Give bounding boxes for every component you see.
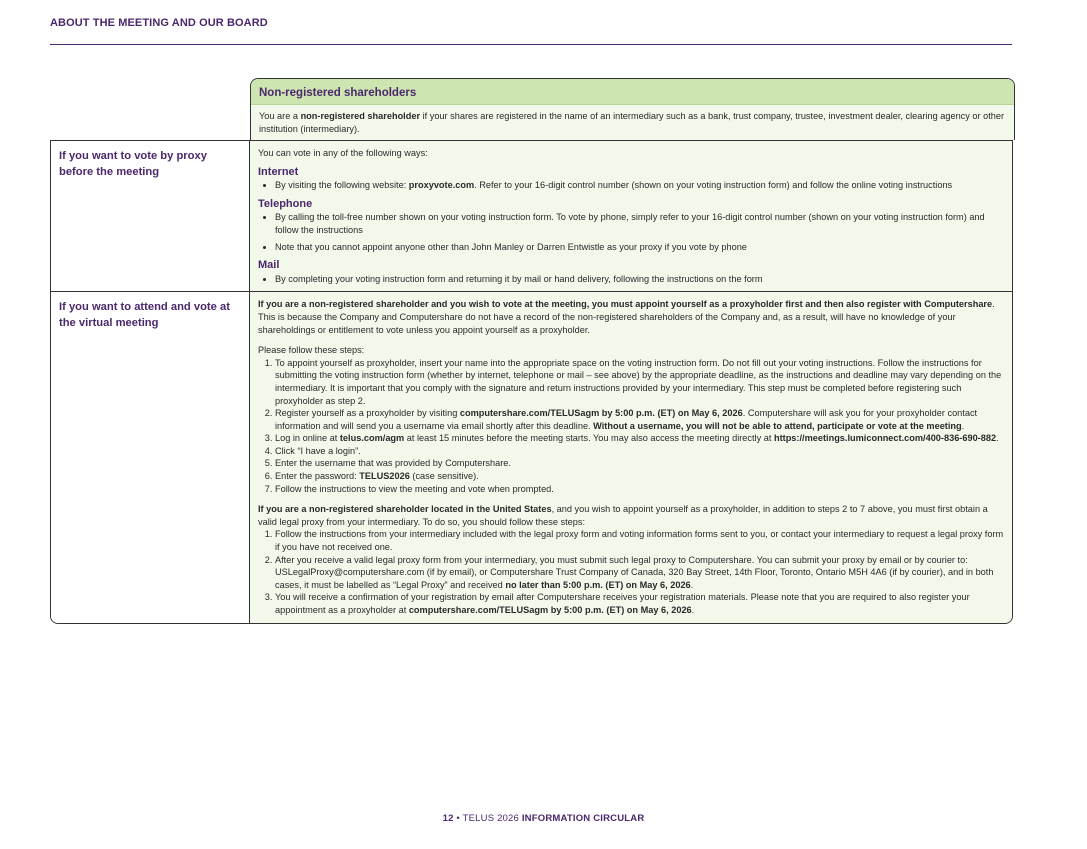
telus-agm-link[interactable]: telus.com/agm bbox=[339, 433, 405, 444]
computershare-link[interactable]: computershare.com/TELUSagm by 5:00 p.m. (ET) on May 6, 2026 bbox=[408, 605, 692, 615]
list-item: 6. Enter the password: TELUS2026 (case sensitive). bbox=[275, 470, 1004, 483]
table-intro bbox=[251, 104, 1014, 140]
footer-bullet: • bbox=[453, 813, 463, 824]
list-item: • By calling the toll-free number shown on your voting instruction form. To vote by phone, simply refer to your 16-digit control number (shown on your voting instruction form) and follow the instructions bbox=[275, 211, 1004, 236]
internet-heading: Internet bbox=[258, 165, 299, 178]
list-item: 1. To appoint yourself as proxyholder, insert your name into the appropriate space on the voting instruction form. Do not fill out your voting instructions. Follow the instructions for submitting the voting instruction form (whether by internet, telephone or mail – see above) by the appropriate deadline, as the instructions and deadline may vary depending on the intermediary. It is important that you comply with the signature and return instructions provided by your intermediary. This step must be completed before registering such proxyholder as step 2. bbox=[275, 357, 1004, 407]
attend-intro: If you are a non-registered shareholder and you wish to vote at the meeting, you must appoint yourself as a proxyholder first and then also register with Computershare. This is because the Company and Computershare do not have a record of the non-registered shareholders of the Company and, as a result, will have no knowledge of your shareholdings or entitlement to vote unless you appoint yourself as a proxyholder. bbox=[258, 299, 995, 335]
list-item: 1. Follow the instructions from your intermediary included with the legal proxy form and voting information forms sent to you, or contact your intermediary to request a legal proxy form if you have not received one. bbox=[275, 528, 1004, 553]
row-content-attend bbox=[250, 292, 1012, 622]
footer-document-title: INFORMATION CIRCULAR bbox=[521, 813, 645, 824]
steps-lead: Please follow these steps: bbox=[258, 345, 365, 356]
non-registered-shareholders-table bbox=[50, 78, 1013, 624]
table-title: Non-registered shareholders bbox=[251, 79, 1014, 104]
mail-list bbox=[258, 273, 1004, 286]
table-body bbox=[50, 140, 1013, 624]
footer-brand: TELUS 2026 bbox=[462, 813, 522, 824]
list-item: 7. Follow the instructions to view the meeting and vote when prompted. bbox=[275, 483, 1004, 496]
row-content-proxy bbox=[250, 141, 1012, 291]
proxy-lead: You can vote in any of the following ways: bbox=[258, 148, 428, 158]
proxyvote-link[interactable]: proxyvote.com bbox=[408, 180, 475, 191]
list-item: 2. Register yourself as a proxyholder by visiting computershare.com/TELUSagm by 5:00 p.m. (ET) on May 6, 2026. Computershare will ask you for your proxyholder contact information and will send you a username via email shortly after this deadline. Without a username, you will not be able to attend, participate or vote at the meeting. bbox=[275, 407, 1004, 432]
section-header: ABOUT THE MEETING AND OUR BOARD bbox=[50, 17, 268, 29]
intro-term: non-registered shareholder bbox=[300, 111, 421, 121]
us-steps-list bbox=[258, 528, 1004, 616]
intro-text: You are a bbox=[259, 111, 301, 121]
page-footer bbox=[0, 813, 1087, 824]
list-item: 4. Click “I have a login”. bbox=[275, 445, 1004, 458]
list-item: • By completing your voting instruction form and returning it by mail or hand delivery, following the instructions on the form bbox=[275, 273, 1004, 286]
telephone-heading: Telephone bbox=[258, 197, 313, 210]
list-item: • By visiting the following website: proxyvote.com. Refer to your 16-digit control number (shown on your voting instruction form) and follow the online voting instructions bbox=[275, 179, 1004, 192]
internet-list bbox=[258, 179, 1004, 192]
mail-heading: Mail bbox=[258, 259, 280, 272]
list-item: 5. Enter the username that was provided by Computershare. bbox=[275, 457, 1004, 470]
list-item: 2. After you receive a valid legal proxy form from your intermediary, you must submit such legal proxy to Computershare. You can submit your proxy by email or by courier to: USLegalProxy@computershare.com (if by email), or Computershare Trust Company of Canada, 320 Bay Street, 14th Floor, Toronto, Ontario M5H 4A6 (if by courier), and in both cases, it must be labelled as “Legal Proxy” and received no later than 5:00 p.m. (ET) on May 6, 2026. bbox=[275, 554, 1004, 592]
row-label-proxy: If you want to vote by proxy before the meeting bbox=[51, 141, 250, 291]
computershare-link[interactable]: computershare.com/TELUSagm by 5:00 p.m. (ET) on May 6, 2026 bbox=[459, 408, 743, 419]
us-intro: If you are a non-registered shareholder located in the United States, and you wish to appoint yourself as a proxyholder, in addition to steps 2 to 7 above, you must first obtain a valid legal proxy from your intermediary. To do so, you should follow these steps: bbox=[258, 504, 988, 527]
steps-list bbox=[258, 357, 1004, 496]
list-item: 3. Log in online at telus.com/agm at least 15 minutes before the meeting starts. You may also access the meeting directly at https://meetings.lumiconnect.com/400-836-690-882. bbox=[275, 432, 1004, 445]
list-item: 3. You will receive a confirmation of your registration by email after Computershare receives your registration materials. Please note that you are required to also register your appointment as a proxyholder at computershare.com/TELUSagm by 5:00 p.m. (ET) on May 6, 2026. bbox=[275, 591, 1004, 616]
telephone-list bbox=[258, 211, 1004, 253]
intro-text-rest: if your shares are registered in the name of an intermediary such as a bank, trust company, trustee, investment dealer, clearing agency or other institution (intermediary). bbox=[259, 111, 1005, 134]
list-item: • Note that you cannot appoint anyone other than John Manley or Darren Entwistle as your proxy if you vote by phone bbox=[275, 241, 1004, 254]
table-row-attend bbox=[51, 291, 1012, 622]
table-row-proxy bbox=[51, 141, 1012, 291]
lumiconnect-link[interactable]: https://meetings.lumiconnect.com/400-836-690-882 bbox=[773, 433, 997, 444]
table-header bbox=[250, 78, 1015, 140]
row-label-attend: If you want to attend and vote at the virtual meeting bbox=[51, 292, 250, 622]
header-divider bbox=[50, 44, 1012, 45]
page-number: 12 bbox=[442, 813, 454, 824]
